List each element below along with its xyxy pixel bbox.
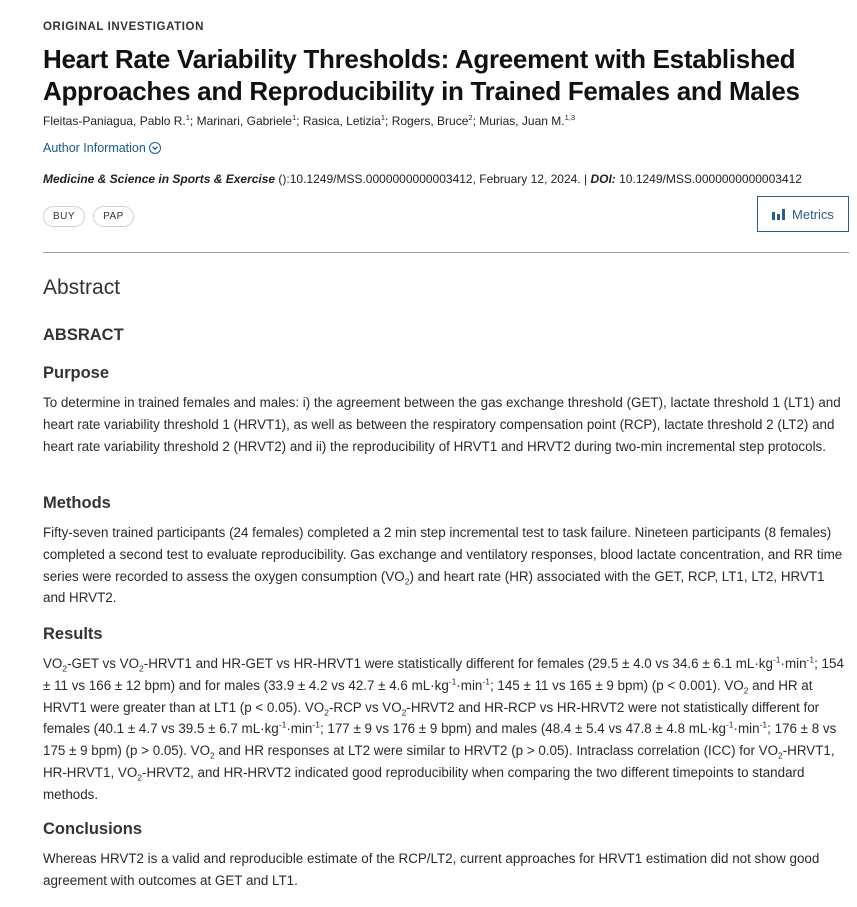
results-heading: Results (43, 625, 103, 643)
chevron-down-icon (149, 142, 161, 154)
author-affiliation: 1 (185, 113, 190, 122)
article-title: Heart Rate Variability Thresholds: Agreement with Established Approaches and Reproducibility in Trained Females and Males (43, 44, 800, 106)
doi-label: DOI: (590, 172, 616, 186)
abstract-subheading: ABSRACT (43, 326, 124, 344)
citation-details: ():10.1249/MSS.0000000000003412, February 12, 2024. (275, 172, 581, 186)
doi-value[interactable]: 10.1249/MSS.0000000000003412 (615, 172, 802, 186)
author-information-toggle[interactable] (43, 141, 161, 155)
author-list: Fleitas-Paniagua, Pablo R.$^1$; Marinari, Gabriele$^1$; Rasica, Letizia$^1$; Rogers, Bruce$^2$; Murias, Juan M.$^{1,3}$ (43, 113, 576, 128)
metrics-label: Metrics (792, 206, 834, 222)
author-affiliation: 1 (380, 113, 386, 122)
methods-heading: Methods (43, 494, 111, 512)
purpose-heading: Purpose (43, 364, 110, 382)
author-name[interactable]: Rogers, Bruce (391, 114, 469, 128)
metrics-button[interactable] (757, 196, 849, 232)
buy-badge[interactable]: BUY (43, 206, 85, 227)
abstract-heading: Abstract (43, 276, 121, 299)
divider (43, 252, 849, 253)
results-text: $VO_2$-GET vs $VO_2-HRVT1$ and HR-GET vs HR-HRVT1 were statistically different for females (29.5 ± 4.0 vs 34.6 ± 6.1 $mL\cdot kg^{-1}\cdot\min^{-1}$; 154 ± 11 vs 166 ± 12 bpm) and for males (33.9 ± 4.2 vs 42.7 ± 4.6 $mL\cdot kg^{-1}\cdot\min^{-1}$; 145 ± 11 vs 165 ± 9 bpm) (p < 0.001). $VO_2$ and HR at HRVT1 were greater than at LT1 (p < 0.05). $VO_2$-RCP vs $VO_2-HRVT2$ and HR-RCP vs HR-HRVT2 were not statistically different for females (40.1 ± 4.7 vs 39.5 ± 6.7 $mL\cdot kg^{-1}\cdot\min^{-1}$; 177 ± 9 vs 176 ± 9 bpm) and males (48.4 ± 5.4 vs 47.8 ± 4.8 $mL\cdot kg^{-1}\cdot\min^{-1}$; 176 ± 8 vs 175 ± 9 bpm) (p > 0.05). $VO_2$ and HR responses at LT2 were similar to HRVT2 (p > 0.05). Intraclass correlation (ICC) for $VO_2-HRVT1$, HR-HRVT1, $VO_2-HRVT2$, and HR-HRVT2 indicated good reproducibility when comparing the two different timepoints to standard methods. (43, 654, 844, 802)
article-type-label: ORIGINAL INVESTIGATION (43, 21, 205, 33)
author-name[interactable]: Murias, Juan M. (479, 114, 565, 128)
author-name[interactable]: Fleitas-Paniagua, Pablo R. (43, 114, 186, 128)
author-name[interactable]: Rasica, Letizia (302, 114, 381, 128)
bar-chart-icon (772, 209, 785, 220)
access-badges (43, 206, 134, 227)
author-affiliation: 1,3 (564, 113, 576, 122)
methods-text: Fifty-seven trained participants (24 females) completed a 2 min step incremental test to task failure. Nineteen participants (8 females) completed a second test to evaluate reproducibility. Gas exchange and ventilatory responses, blood lactate concentration, and RR time series were recorded to assess the oxygen consumption $(VO_2)$ and heart rate (HR) associated with the GET, RCP, LT1, LT2, HRVT1 and HRVT2. (43, 525, 843, 606)
author-affiliation: 1 (291, 113, 297, 122)
author-information-label: Author Information (43, 141, 146, 155)
author-name[interactable]: Marinari, Gabriele (196, 114, 292, 128)
citation-line: Medicine & Science in Sports & Exercise ():10.1249/MSS.0000000000003412, February 12, 2024. | DOI: 10.1249/MSS.0000000000003412 (43, 172, 802, 186)
journal-name: Medicine & Science in Sports & Exercise (43, 172, 276, 186)
conclusions-heading: Conclusions (43, 820, 143, 838)
pap-badge[interactable]: PAP (93, 206, 134, 227)
author-affiliation: 2 (468, 113, 473, 122)
purpose-text: To determine in trained females and males: i) the agreement between the gas exchange threshold (GET), lactate threshold 1 (LT1) and heart rate variability threshold 1 (HRVT1), as well as between the respiratory compensation point (RCP), lactate threshold 2 (LT2) and heart rate variability threshold 2 (HRVT2) and ii) the reproducibility of HRVT1 and HRVT2 during two-min incremental step protocols. (43, 395, 841, 454)
conclusions-text: Whereas HRVT2 is a valid and reproducible estimate of the RCP/LT2, current approaches for HRVT1 estimation did not show good agreement with outcomes at GET and LT1. (43, 851, 820, 888)
